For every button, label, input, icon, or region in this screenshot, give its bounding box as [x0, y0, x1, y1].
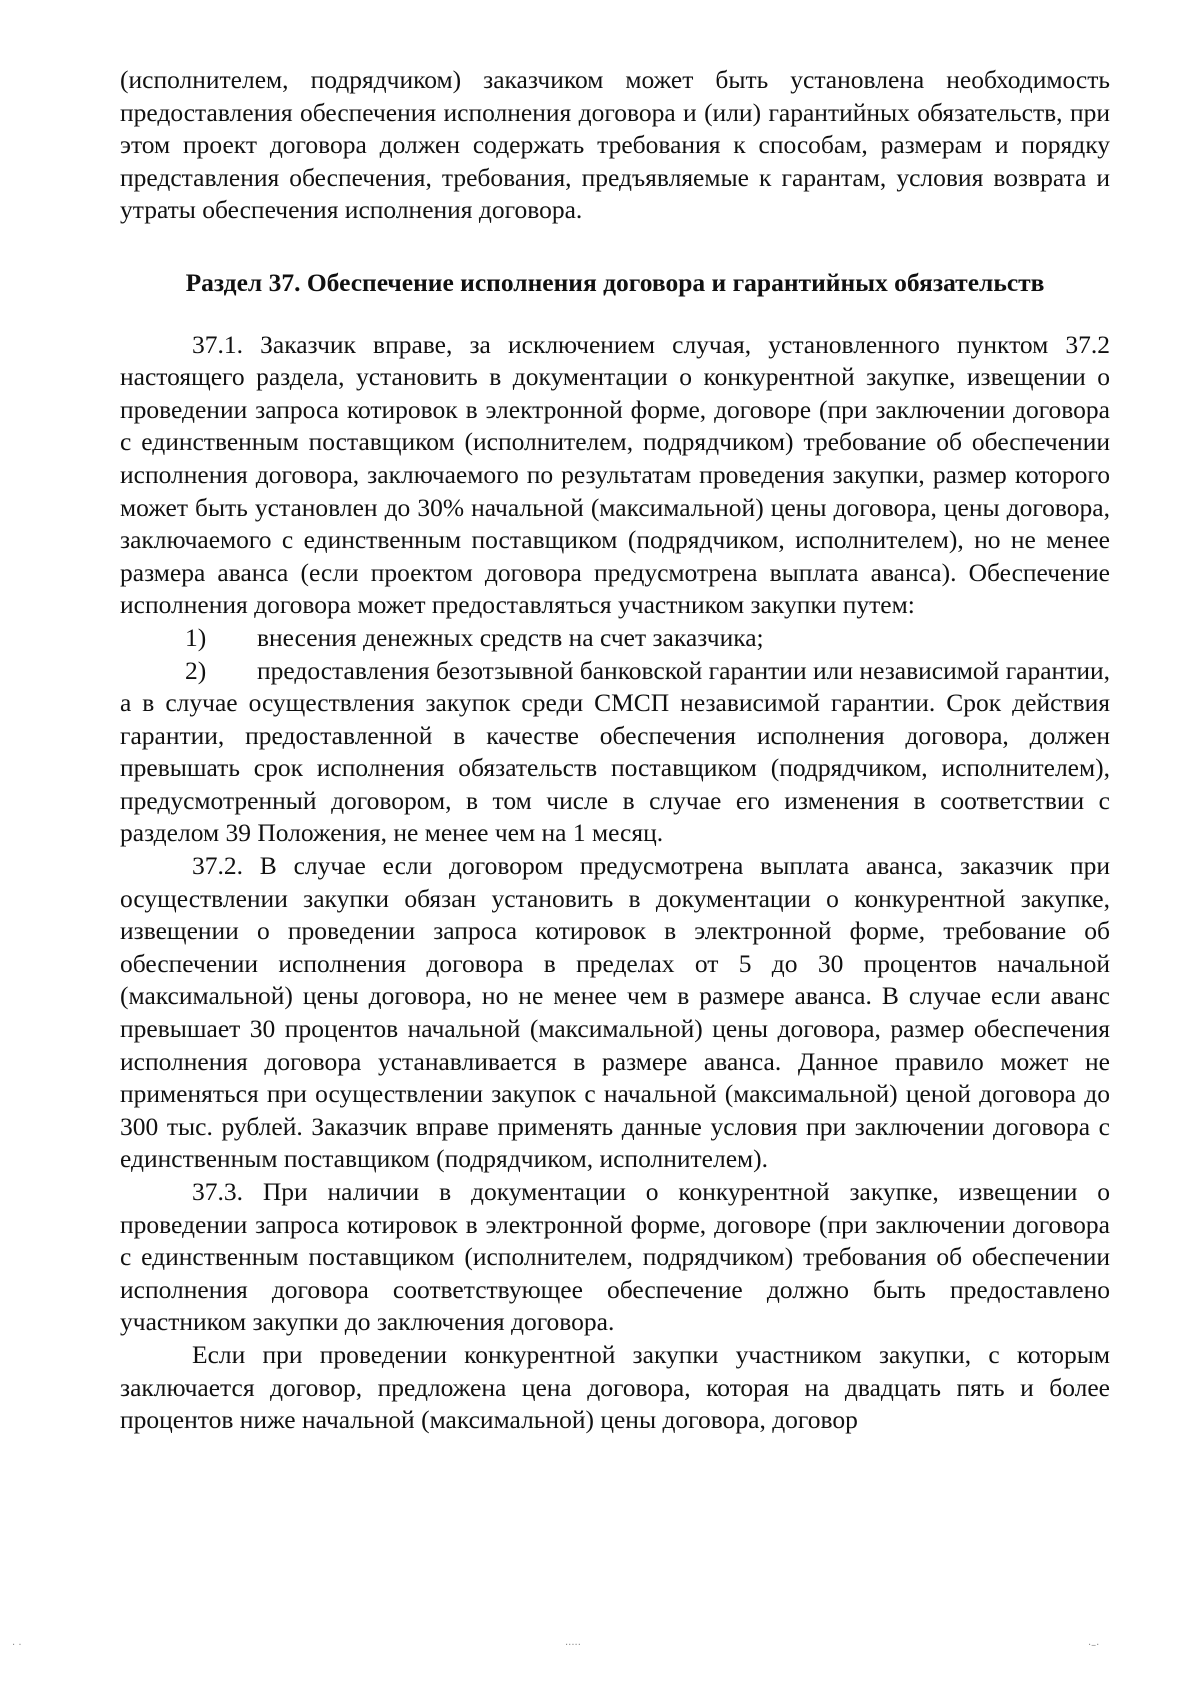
scan-speck-center: ····· [565, 1640, 581, 1651]
paragraph-last: Если при проведении конкурентной закупки участником закупки, с которым заключается договор, предложена цена договора, которая на двадцать пять и более процентов ниже начальной (максимальной) цены договора, договор [120, 1339, 1110, 1435]
paragraph-37-3: 37.3. При наличии в документации о конкурентной закупке, извещении о проведении запроса котировок в электронной форме, договоре (при заключении договора с единственным поставщиком (исполнителем, подрядчиком) требования об обеспечении исполнения договора соответствующее обеспечение должно быть предоставлено участником закупки до заключения договора. [120, 1177, 1110, 1337]
intro-paragraph: (исполнителем, подрядчиком) заказчиком может быть установлена необходимость предоставления обеспечения исполнения договора и (или) гарантийных обязательств, при этом проект договора должен содержать требования к способам, размерам и порядку представления обеспечения, требования, предъявляемые к гарантам, условия возврата и утраты обеспечения исполнения договора. [120, 65, 1110, 225]
list-item-1 [120, 622, 1110, 655]
list-item-1-number: 1) [185, 622, 207, 652]
scan-speck-right: ·–· [1088, 1640, 1100, 1651]
list-item-2-number: 2) [185, 655, 207, 685]
list-item-1-text: внесения денежных средств на счет заказчика; [257, 622, 764, 652]
document-page [120, 64, 1110, 1437]
paragraph-37-2: 37.2. В случае если договором предусмотрена выплата аванса, заказчик при осуществлении закупки обязан установить в документации о конкурентной закупке, извещении о проведении запроса котировок в электронной форме, требование об обеспечении исполнения договора в пределах от 5 до 30 процентов начальной (максимальной) цены договора, но не менее чем в размере аванса. В случае если аванс превышает 30 процентов начальной (максимальной) цены договора, размер обеспечения исполнения договора устанавливается в размере аванса. Данное правило может не применяться при осуществлении закупок с начальной (максимальной) ценой договора до 300 тыс. рублей. Заказчик вправе применять данные условия при заключении договора с единственным поставщиком (подрядчиком, исполнителем). [120, 851, 1110, 1174]
scan-speck-left: · · [12, 1640, 22, 1651]
section-heading: Раздел 37. Обеспечение исполнения договора и гарантийных обязательств [185, 267, 1045, 297]
list-item-2 [120, 655, 1110, 851]
paragraph-37-1: 37.1. Заказчик вправе, за исключением случая, установленного пунктом 37.2 настоящего раздела, установить в документации о конкурентной закупке, извещении о проведении запроса котировок в электронной форме, договоре (при заключении договора с единственным поставщиком (исполнителем, подрядчиком) требование об обеспечении исполнения договора, заключаемого по результатам проведения закупки, размер которого может быть установлен до 30% начальной (максимальной) цены договора, цены договора, заключаемого с единственным поставщиком (подрядчиком, исполнителем), но не менее размера аванса (если проектом договора предусмотрена выплата аванса). Обеспечение исполнения договора может предоставляться участником закупки путем: [120, 329, 1110, 620]
list-item-2-text: предоставления безотзывной банковской гарантии или независимой гарантии, а в случае осуществления закупок среди СМСП независимой гарантии. Срок действия гарантии, предоставленной в качестве обеспечения исполнения договора, должен превышать срок исполнения обязательств поставщиком (подрядчиком, исполнителем), предусмотренный договором, в том числе в случае его изменения в соответствии с разделом 39 Положения, не менее чем на 1 месяц. [120, 655, 1110, 848]
